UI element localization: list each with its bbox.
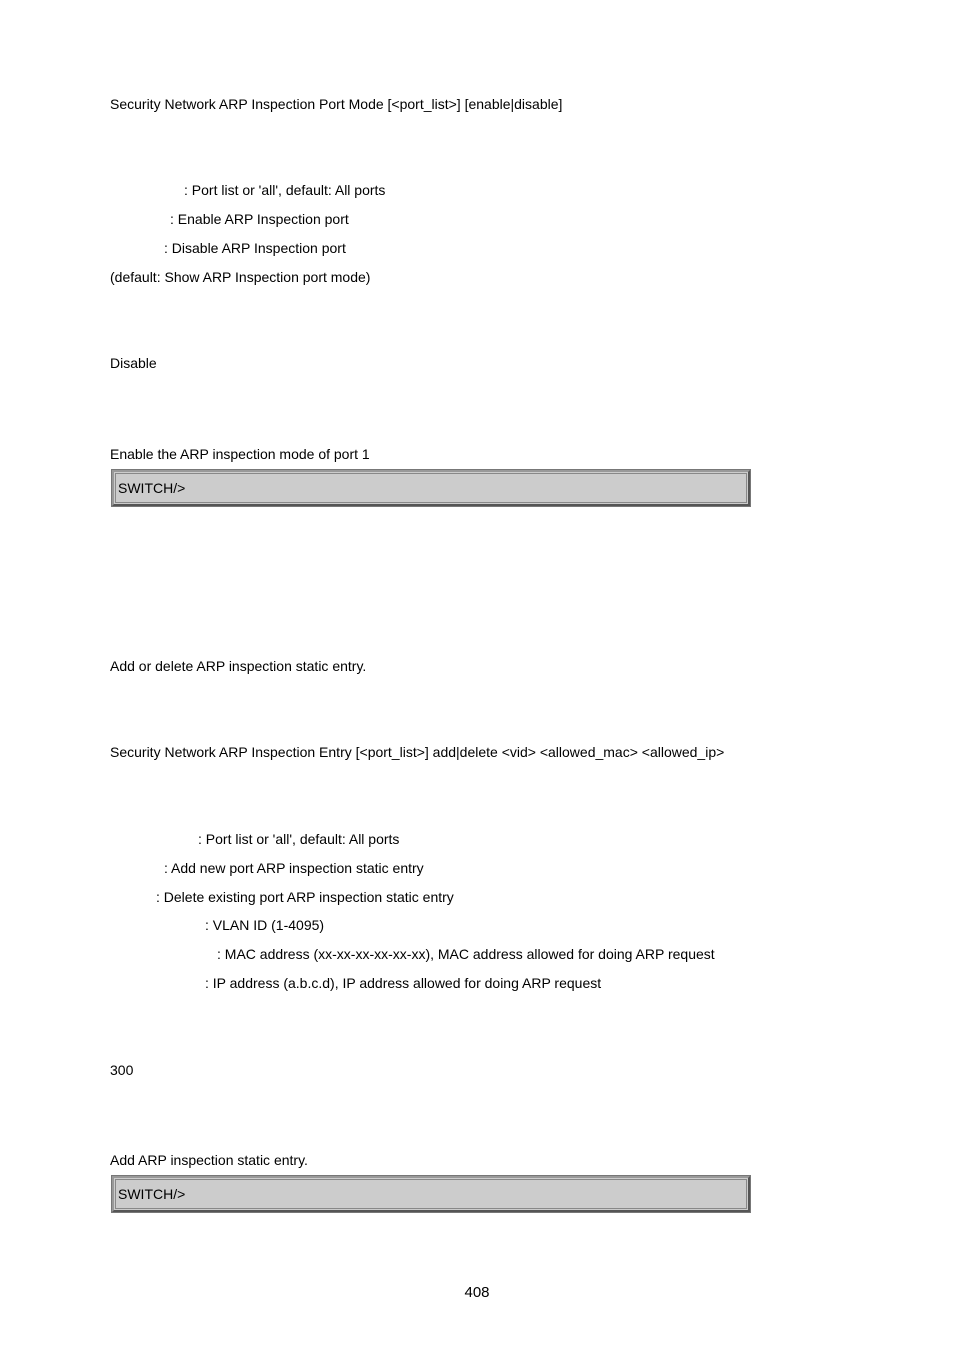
entry-description: Add or delete ARP inspection static entry.	[110, 658, 367, 674]
command-prompt: SWITCH/>	[118, 1186, 186, 1202]
default-value: Disable	[110, 355, 157, 371]
command-example-inner-border	[115, 473, 747, 503]
command-example-inner-border	[115, 1179, 747, 1209]
default-value: 300	[110, 1062, 134, 1078]
param-enable-desc: : Enable ARP Inspection port	[170, 211, 349, 227]
param-default-desc: (default: Show ARP Inspection port mode)	[110, 269, 371, 285]
param-disable-desc: : Disable ARP Inspection port	[164, 240, 346, 256]
entry-syntax: Security Network ARP Inspection Entry [<port_list>] add|delete <vid> <allowed_mac> <allowed_ip>	[110, 744, 725, 760]
command-prompt: SWITCH/>	[118, 480, 186, 496]
example-label: Enable the ARP inspection mode of port 1	[110, 446, 370, 462]
param-vid-desc: : VLAN ID (1-4095)	[205, 917, 325, 933]
port-mode-syntax: Security Network ARP Inspection Port Mode [<port_list>] [enable|disable]	[110, 96, 563, 112]
command-example-box	[112, 470, 750, 506]
example-label: Add ARP inspection static entry.	[110, 1152, 308, 1168]
param-port-list-desc: : Port list or 'all', default: All ports	[184, 182, 386, 198]
page-number: 408	[464, 1284, 490, 1301]
param-allowed-mac-desc: : MAC address (xx-xx-xx-xx-xx-xx), MAC address allowed for doing ARP request	[217, 946, 715, 962]
param-delete-desc: : Delete existing port ARP inspection static entry	[156, 889, 454, 905]
param-port-list-desc: : Port list or 'all', default: All ports	[198, 831, 400, 847]
param-allowed-ip-desc: : IP address (a.b.c.d), IP address allowed for doing ARP request	[205, 975, 602, 991]
param-add-desc: : Add new port ARP inspection static entry	[164, 860, 424, 876]
command-example-box	[112, 1176, 750, 1212]
